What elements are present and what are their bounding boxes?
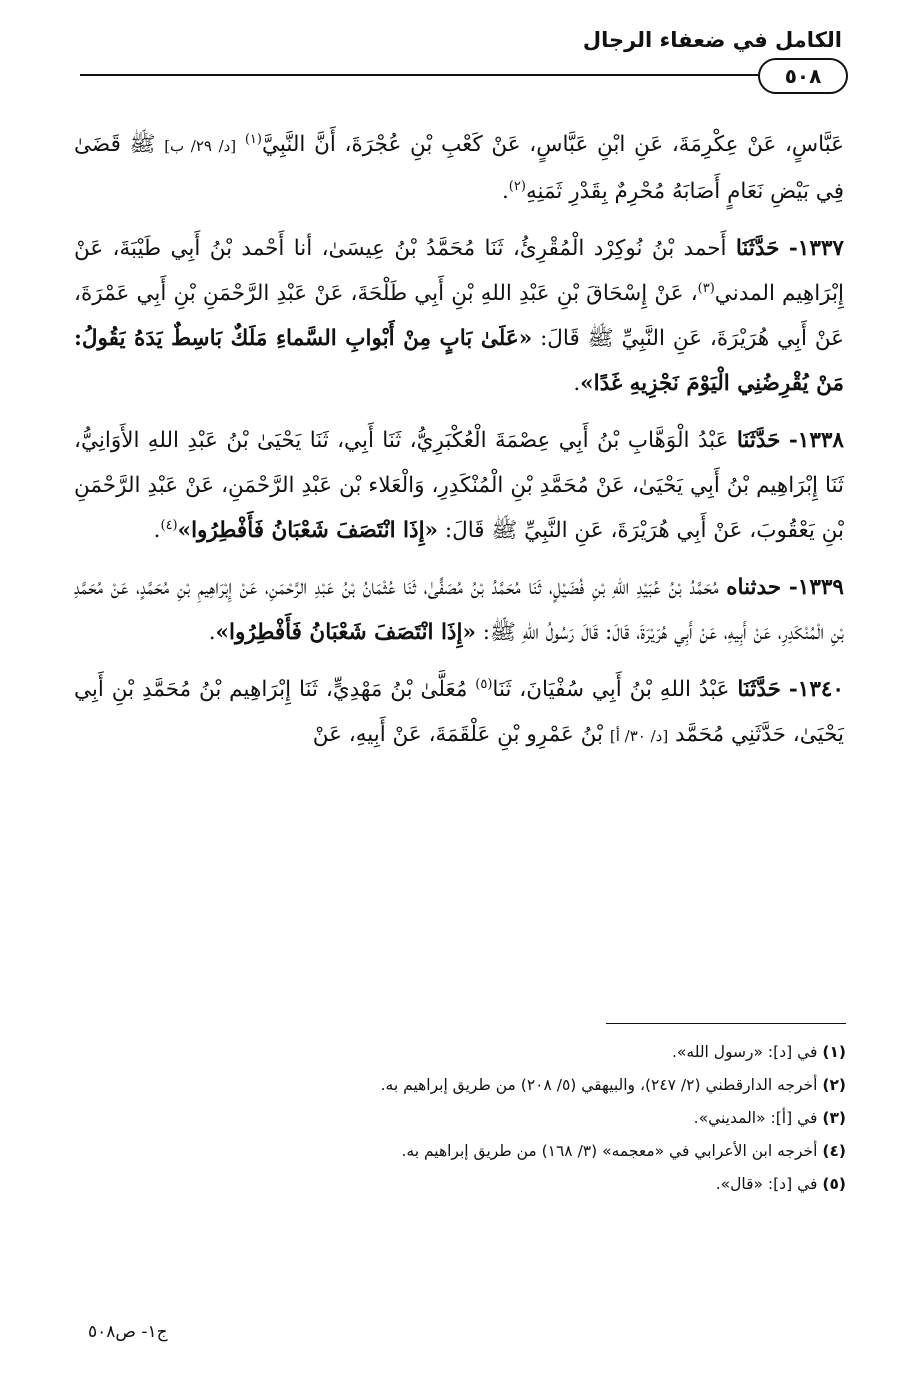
footnote-text: في [د]: «رسول الله». [671, 1043, 818, 1061]
text-segment: مُحَمَّدُ بْنُ عُبَيْدِ اللهِ بْنِ فُضَيْلٍ، ثَنَا مُحَمَّدُ بْنُ مُصَفًّىٰ، ثَنَا عُثْمَانُ بْنُ عَبْدِ الرَّحْمَنِ، عَنْ إِبْرَاهِيمِ بْنِ مُحَمَّدٍ، عَنْ مُحَمَّدِ بْنِ الْمُنْكَدِرِ، عَنْ أَبِيهِ، عَنْ أَبِي هُرَيْرَةَ، قَالَ: قَالَ رَسُولُ اللهِ ﷺ: [74, 575, 844, 645]
footnote-text: في [أ]: «المديني». [693, 1109, 818, 1127]
text-segment: عَبْدُ الْوَهَّابِ بْنُ أَبِي عِصْمَةَ الْعُكْبَرِيُّ، ثَنَا أَبِي، ثَنَا يَحْيَىٰ بْنُ عَبْدِ اللهِ الأَوَانِيُّ، ثَنَا إِبْرَاهِيم بْنُ أَبِي يَحْيَىٰ، عَنْ مُحَمَّدِ بْنِ الْمُنْكَدِرِ، وَالْعَلاء بْن عَبْدِ الرَّحْمَنِ، عَنْ عَبْدِ الرَّحْمَنِ بْنِ يَعْقُوبَ، عَنْ أَبِي هُرَيْرَةَ، عَنِ النَّبِيِّ ﷺ قَالَ: [74, 428, 844, 543]
period: . [501, 179, 509, 204]
volume-page-footer: ج١- ص٥٠٨ [88, 1322, 168, 1342]
hadith-quote: «إِذَا انْتَصَفَ شَعْبَانُ فَأَفْطِرُوا» [177, 518, 438, 543]
footnote-ref: (٣) [697, 280, 715, 296]
hadith-number: ١٣٣٩- [788, 575, 844, 600]
footnote-ref: (٥) [475, 676, 493, 692]
footnote-text: أخرجه ابن الأعرابي في «معجمه» (٣/ ١٦٨) من طريق إبراهيم به. [401, 1142, 818, 1160]
footnote-ref: (٤) [160, 517, 178, 533]
hadith-quote: «إِذَا انْتَصَفَ شَعْبَانُ فَأَفْطِرُوا» [215, 620, 476, 645]
footnote-4 [146, 1135, 846, 1168]
footnote-ref: (٢) [508, 178, 526, 194]
footnote-5 [146, 1168, 846, 1201]
hadith-number: ١٣٣٨- [788, 428, 844, 453]
running-title: الكامل في ضعفاء الرجال [582, 28, 842, 52]
manuscript-ref: [د/ ٢٩/ ب] [164, 137, 237, 155]
footnote-number: (٣) [822, 1109, 846, 1127]
footnote-number: (٥) [822, 1175, 846, 1193]
period: . [208, 620, 216, 645]
continuation-paragraph [74, 122, 844, 214]
manuscript-ref: [د/ ٣٠/ أ] [609, 727, 669, 745]
footnotes [146, 1036, 846, 1201]
footnote-2 [146, 1069, 846, 1102]
narration-keyword: حدثناه [726, 575, 782, 600]
text-segment: مُعَلَّىٰ بْنُ مَهْدِيٍّ، ثَنَا إِبْرَاهِيم بْنُ مُحَمَّدِ بْنِ أَبِي يَحْيَىٰ، حَدَّثَنِي مُحَمَّد [74, 677, 844, 747]
footnote-text: أخرجه الدارقطني (٢/ ٢٤٧)، والبيهقي (٥/ ٢٠٨) من طريق إبراهيم به. [380, 1076, 818, 1094]
text-segment: ، عَنْ إِسْحَاقَ بْنِ عَبْدِ اللهِ بْنِ أَبِي طَلْحَةَ، عَنْ عَبْدِ الرَّحْمَنِ بْنِ أَبِي عَمْرَةَ، عَنْ أَبِي هُرَيْرَةَ، عَنِ النَّبِيِّ ﷺ قَالَ: [74, 281, 845, 351]
text-segment: ﷺ قَضَىٰ فِي بَيْضِ نَعَامٍ أَصَابَهُ مُحْرِمٌ بِقَدْرِ ثَمَنِهِ [74, 132, 844, 204]
footnote-text: في [د]: «قال». [715, 1175, 818, 1193]
hadith-1340 [74, 667, 844, 759]
footnote-3 [146, 1102, 846, 1135]
hadith-1338 [74, 418, 844, 553]
period: . [153, 518, 161, 543]
text-segment: عَبَّاسٍ، عَنْ عِكْرِمَةَ، عَنِ ابْنِ عَبَّاسٍ، عَنْ كَعْبِ بْنِ عُجْرَةَ، أَنَّ النَّبِيَّ [261, 132, 845, 157]
footnote-1 [146, 1036, 846, 1069]
narration-keyword: حَدَّثَنَا [737, 677, 781, 702]
footnote-separator [606, 1023, 846, 1024]
period: . [573, 371, 581, 396]
hadith-quote: «عَلَىٰ بَابٍ مِنْ أَبْوابِ السَّماءِ مَلَكٌ بَاسِطٌ يَدَهُ يَقُولُ: مَنْ يُقْرِضُنِي الْيَوْمَ نَجْزِيهِ غَدًا» [74, 326, 844, 396]
footnote-number: (١) [822, 1043, 846, 1061]
text-segment: عَبْدُ اللهِ بْنُ أَبِي سُفْيَانَ، ثَنَا [492, 677, 730, 702]
header-rule [80, 74, 760, 76]
hadith-1337 [74, 226, 844, 406]
text-segment: أَحمد بْنُ نُوكِرْد الْمُقْرِئُ، ثَنَا مُحَمَّدُ بْنُ عِيسَىٰ، أنا أَحْمد بْنُ أَبِي طَيْبَةَ، عَنْ إِبْرَاهِيم المدني [74, 236, 844, 306]
hadith-number: ١٣٤٠- [788, 677, 844, 702]
hadith-number: ١٣٣٧- [788, 236, 844, 261]
text-segment: بْنُ عَمْرِو بْنِ عَلْقَمَةَ، عَنْ أَبِيهِ، عَنْ [312, 722, 604, 747]
narration-keyword: حَدَّثَنَا [735, 236, 780, 261]
page-number-badge: ٥٠٨ [758, 58, 848, 94]
footnote-number: (٢) [822, 1076, 846, 1094]
footnote-number: (٤) [822, 1142, 846, 1160]
hadith-1339 [74, 565, 844, 655]
main-text [74, 122, 844, 771]
footnote-ref: (١) [244, 131, 262, 147]
narration-keyword: حَدَّثَنَا [736, 428, 781, 453]
